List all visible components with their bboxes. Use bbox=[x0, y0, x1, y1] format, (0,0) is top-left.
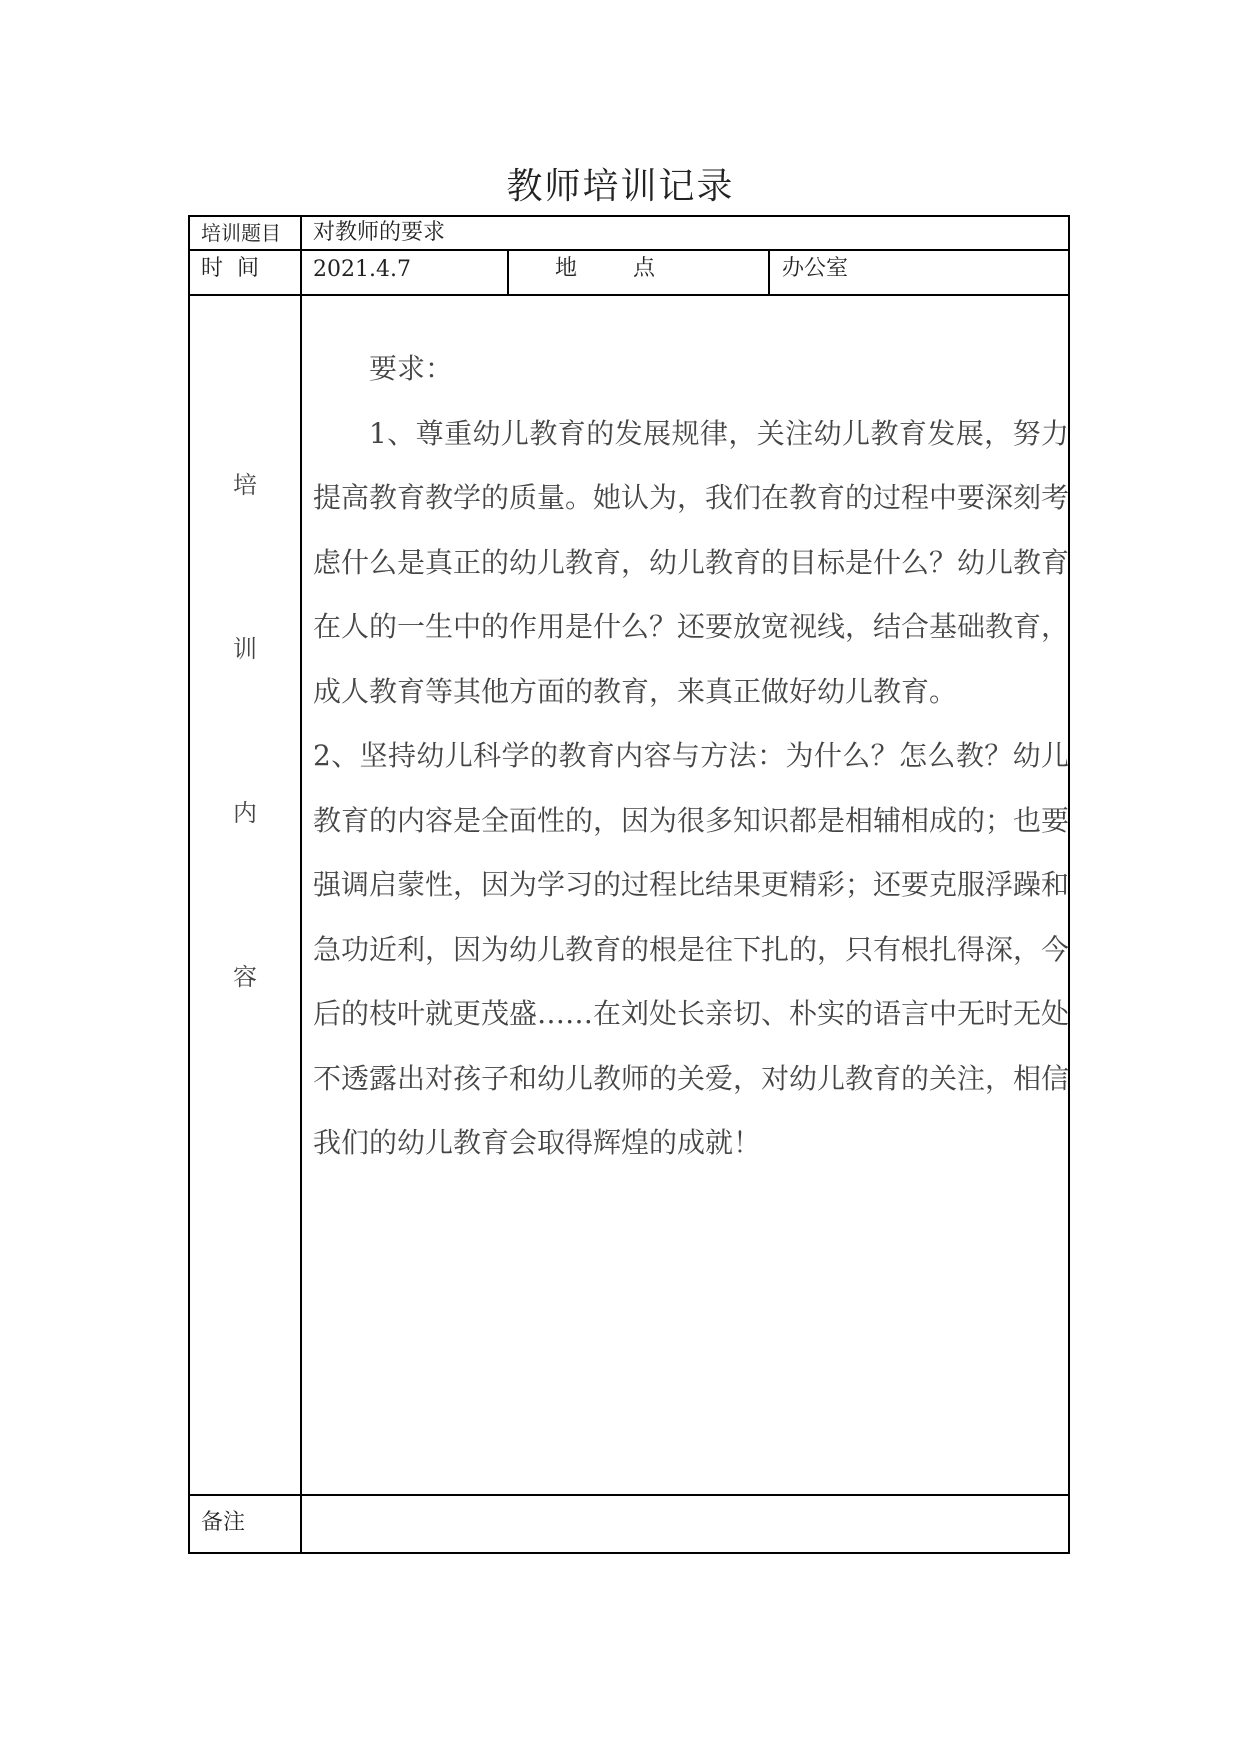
content-heading: 要求： bbox=[369, 352, 454, 385]
content-label-char-1: 培 bbox=[233, 471, 257, 499]
time-place-divider bbox=[507, 249, 509, 294]
row-divider-time bbox=[190, 294, 1068, 296]
label-column-divider bbox=[300, 217, 302, 1552]
row-divider-remarks bbox=[190, 1494, 1068, 1496]
time-label: 时 间 bbox=[201, 256, 259, 281]
document-title: 教师培训记录 bbox=[506, 166, 735, 207]
content-paragraph-1: 1、尊重幼儿教育的发展规律，关注幼儿教育发展，努力提高教育教学的质量。她认为，我们在教育的过程中要深刻考虑什么是真正的幼儿教育，幼儿教育的目标是什么？幼儿教育在人的一生中的作用是什么？还要放宽视线，结合基础教育，成人教育等其他方面的教育，来真正做好幼儿教育。 bbox=[313, 416, 1070, 708]
content-label-char-2: 训 bbox=[233, 635, 257, 663]
training-record-table bbox=[188, 215, 1070, 1554]
time-value: 2021.4.7 bbox=[313, 257, 411, 282]
content-label-char-4: 容 bbox=[233, 963, 257, 991]
content-label-char-3: 内 bbox=[233, 799, 257, 827]
topic-label: 培训题目 bbox=[201, 221, 281, 245]
place-value-divider bbox=[768, 249, 770, 294]
topic-value: 对教师的要求 bbox=[313, 220, 446, 245]
place-value: 办公室 bbox=[782, 256, 849, 281]
training-content bbox=[313, 337, 1069, 1176]
remarks-label: 备注 bbox=[201, 1510, 246, 1535]
content-paragraph-2: 2、坚持幼儿科学的教育内容与方法：为什么？怎么教？幼儿教育的内容是全面性的，因为很多知识都是相辅相成的；也要强调启蒙性，因为学习的过程比结果更精彩；还要克服浮躁和急功近利，因为幼儿教育的根是往下扎的，只有根扎得深，今后的枝叶就更茂盛……在刘处长亲切、朴实的语言中无时无处不透露出对孩子和幼儿教师的关爱，对幼儿教育的关注，相信我们的幼儿教育会取得辉煌的成就！ bbox=[313, 739, 1070, 1159]
place-label: 地 点 bbox=[555, 256, 655, 281]
row-divider-topic bbox=[190, 249, 1068, 251]
